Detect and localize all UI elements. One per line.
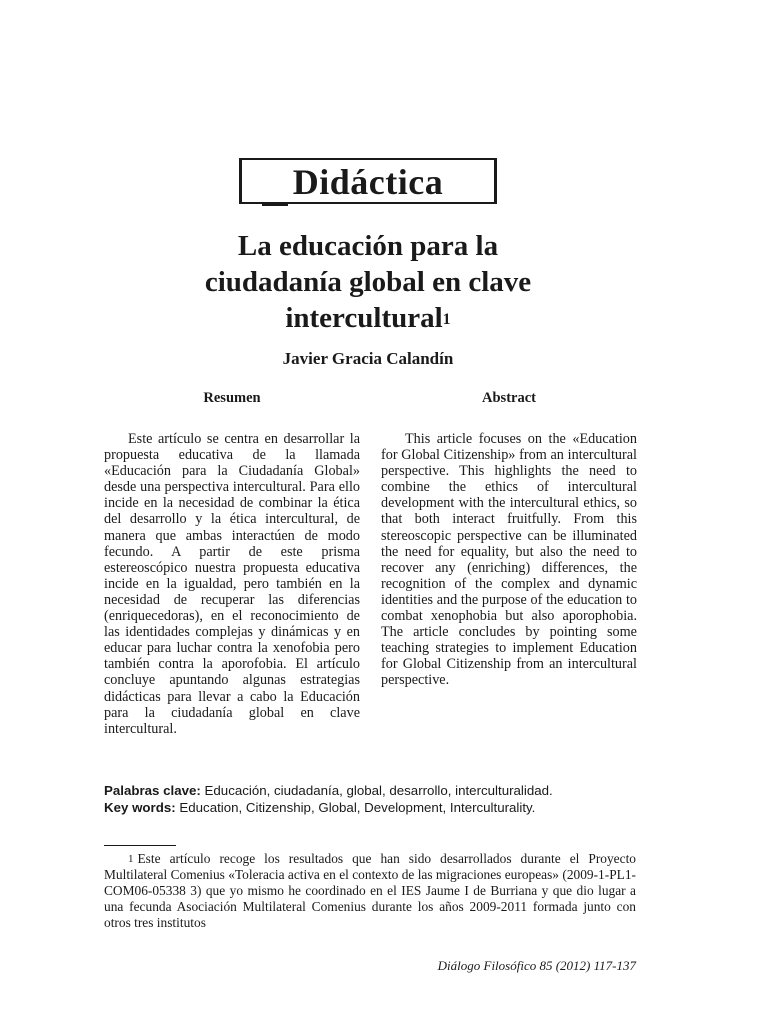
abstract-column	[381, 390, 637, 689]
keywords-en-line	[104, 799, 644, 816]
footnote-mark: 1	[128, 853, 134, 865]
article-title-line-3: intercultural	[285, 302, 443, 334]
article-title	[100, 228, 636, 336]
footnote	[104, 851, 636, 931]
abstract-heading: Abstract	[482, 390, 536, 406]
keywords-es-label: Palabras clave:	[104, 783, 201, 798]
abstract-text: This article focuses on the «Education for Global Citizenship» from an intercultural perspective. This highlights the need to combine the ethics of intercultural development with the intercultural ethics, so that both interact fruitfully. From this stereoscopic perspective can be illuminated the need for equality, but also the need to recover any (enriching) differences, the recognition of the complex and dynamic identities and the purpose of the education to combat xenophobia but also aporophobia. The article concludes by pointing some teaching strategies to implement Education for Global Citizenship from an intercultural perspective.	[381, 431, 637, 689]
keywords-es-value: Educación, ciudadanía, global, desarrollo, interculturalidad.	[204, 783, 553, 798]
keywords-en-value: Education, Citizenship, Global, Development, Interculturality.	[179, 800, 536, 815]
resumen-heading: Resumen	[203, 390, 261, 406]
resumen-text: Este artículo se centra en desarrollar la propuesta educativa de la llamada «Educación para la Ciudadanía Global» desde una perspectiva intercultural. Para ello incide en la necesidad de combinar la ética del desarrollo y la ética intercultural, de manera que ambas interactúen de modo fecundo. A partir de este prisma estereoscópico nuestra propuesta educativa incide en la igualdad, pero también en la necesidad de recuperar las diferencias (enriquecedoras), en el reconocimiento de las identidades complejas y dinámicas y en educar para luchar contra la xenofobia pero también contra la aporofobia. El artículo concluye apuntando algunas estrategias didácticas para llevar a cabo la Educación para la ciudadanía global en clave intercultural.	[104, 431, 360, 737]
section-header-box	[239, 158, 497, 204]
article-title-line-2: ciudadanía global en clave	[204, 266, 532, 298]
author-name: Javier Gracia Calandín	[282, 349, 454, 368]
keywords-en-label: Key words:	[104, 800, 176, 815]
footnote-text: Este artículo recoge los resultados que han sido desarrollados durante el Proyecto Multilateral Comenius «Toleracia activa en el contexto de las migraciones europeas» (2009-1-PL1-COM06-05338 3) que yo mismo he coordinado en el IES Jaume I de Burriana y que dio lugar a una fecunda Asociación Multilateral Comenius durante los años 2009-2011 formada junto con otros tres institutos	[104, 851, 636, 931]
title-footnote-mark: 1	[442, 311, 451, 328]
journal-citation: Diálogo Filosófico 85 (2012) 117-137	[437, 958, 636, 973]
keywords-es-line	[104, 782, 644, 799]
section-box-notch	[262, 202, 288, 206]
section-title: Didáctica	[292, 162, 444, 202]
footnote-rule	[104, 845, 176, 846]
resumen-column	[104, 390, 360, 737]
keywords-block	[104, 782, 644, 816]
article-title-line-1: La educación para la	[237, 230, 499, 262]
